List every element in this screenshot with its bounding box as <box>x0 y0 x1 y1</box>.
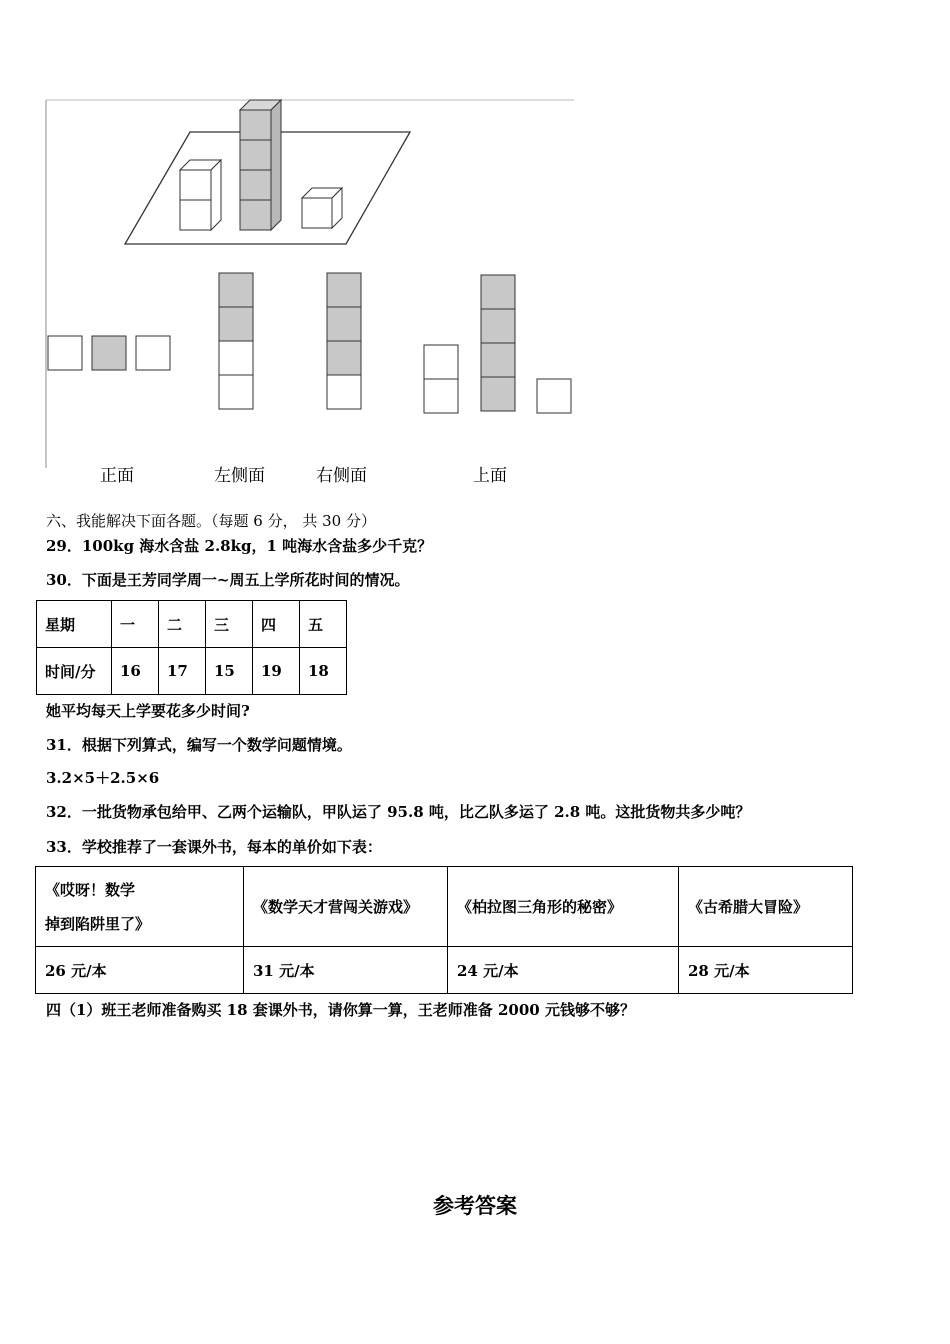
book-price-table <box>35 866 853 994</box>
question-33-ask: 四（1）班王老师准备购买 18 套课外书，请你算一算，王老师准备 2000 元钱够不够？ <box>46 1001 635 1019</box>
left-side-view <box>219 273 253 409</box>
top-view <box>424 275 571 413</box>
answer-section-title: 参考答案 <box>433 1194 517 1218</box>
row-header-day: 星期 <box>37 601 112 648</box>
time-cell: 19 <box>253 648 300 695</box>
question-30-ask: 她平均每天上学要花多少时间? <box>46 702 250 720</box>
time-cell: 15 <box>206 648 253 695</box>
front-view <box>48 336 170 370</box>
day-cell: 一 <box>112 601 159 648</box>
left-cube-stack <box>180 160 221 230</box>
right-cube <box>302 188 342 228</box>
question-31: 31．根据下列算式，编写一个数学问题情境。 <box>46 736 352 754</box>
day-cell: 二 <box>159 601 206 648</box>
commute-time-table <box>36 600 347 695</box>
book-title-cell: 《古希腊大冒险》 <box>679 867 853 947</box>
book-title-line: 掉到陷阱里了》 <box>45 914 151 933</box>
row-header-time: 时间/分 <box>37 648 112 695</box>
book-price-cell: 31 元/本 <box>244 947 448 994</box>
cube-views-figure <box>44 98 584 468</box>
book-title-cell <box>36 867 244 947</box>
table-row <box>36 947 853 994</box>
question-32: 32．一批货物承包给甲、乙两个运输队，甲队运了 95.8 吨，比乙队多运了 2.8 吨。这批货物共多少吨？ <box>46 803 751 821</box>
time-cell: 18 <box>300 648 347 695</box>
book-title-cell: 《数学天才营闯关游戏》 <box>244 867 448 947</box>
time-cell: 16 <box>112 648 159 695</box>
book-price-cell: 24 元/本 <box>448 947 679 994</box>
day-cell: 三 <box>206 601 253 648</box>
middle-cube-stack <box>240 100 281 230</box>
day-cell: 五 <box>300 601 347 648</box>
view-label-left: 左侧面 <box>214 466 265 486</box>
table-row <box>37 648 347 695</box>
table-row <box>37 601 347 648</box>
book-title-line: 《哎呀！数学 <box>45 880 136 899</box>
book-title-cell: 《柏拉图三角形的秘密》 <box>448 867 679 947</box>
view-label-front: 正面 <box>100 466 134 486</box>
question-33: 33．学校推荐了一套课外书，每本的单价如下表： <box>46 838 382 856</box>
question-30: 30．下面是王芳同学周一~周五上学所花时间的情况。 <box>46 571 410 589</box>
view-label-top: 上面 <box>473 466 507 486</box>
table-row <box>36 867 853 947</box>
book-price-cell: 26 元/本 <box>36 947 244 994</box>
view-label-right: 右侧面 <box>316 466 367 486</box>
section-heading: 六、我能解决下面各题。（每题 6 分， 共 30 分） <box>46 512 376 530</box>
time-cell: 17 <box>159 648 206 695</box>
day-cell: 四 <box>253 601 300 648</box>
book-price-cell: 28 元/本 <box>679 947 853 994</box>
question-29: 29．100kg 海水含盐 2.8kg，1 吨海水含盐多少千克？ <box>46 537 433 555</box>
right-side-view <box>327 273 361 409</box>
question-31-formula: 3.2×5＋2.5×6 <box>46 769 160 787</box>
